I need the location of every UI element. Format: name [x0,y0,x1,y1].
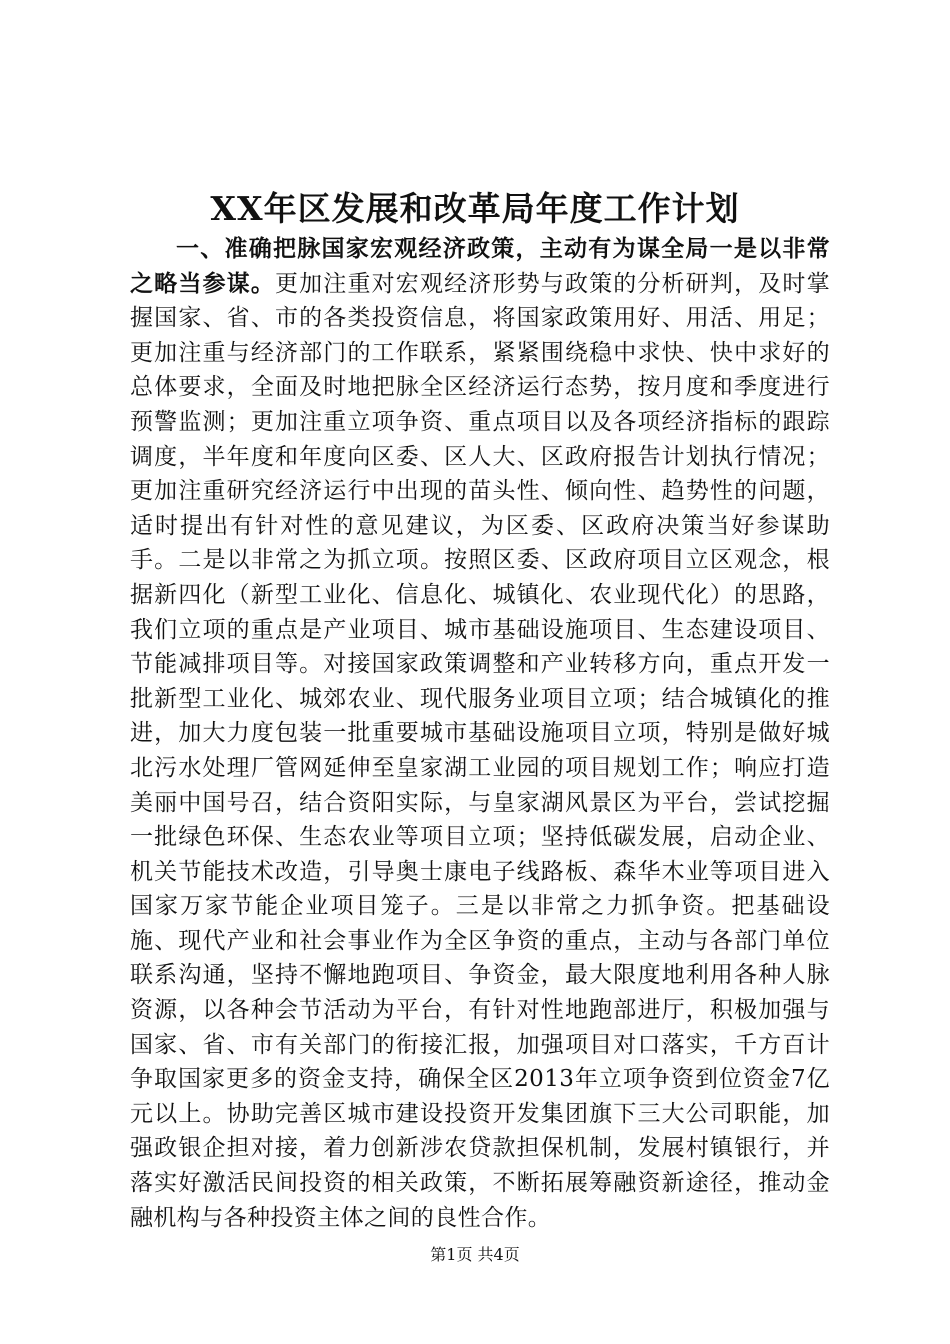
lead-heading: 一、准确把脉国家宏观经济政策，主动有为谋全局一是以非常之略当参谋。 [130,235,830,297]
document-title: XX年区发展和改革局年度工作计划 [210,189,740,228]
body-text: 更加注重对宏观经济形势与政策的分析研判，及时掌握国家、省、市的各类投资信息，将国家政策用好、用活、用足；更加注重与经济部门的工作联系，紧紧围绕稳中求快、快中求好的总体要求，全面及时地把脉全区经济运行态势，按月度和季度进行预警监测；更加注重立项争资、重点项目以及各项经济指标的跟踪调度，半年度和年度向区委、区人大、区政府报告计划执行情况；更加注重研究经济运行中出现的苗头性、倾向性、趋势性的问题，适时提出有针对性的意见建议，为区委、区政府决策当好参谋助手。二是以非常之为抓立项。按照区委、区政府项目立区观念，根据新四化（新型工业化、信息化、城镇化、农业现代化）的思路，我们立项的重点是产业项目、城市基础设施项目、生态建设项目、节能减排项目等。对接国家政策调整和产业转移方向，重点开发一批新型工业化、城郊农业、现代服务业项目立项；结合城镇化的推进，加大力度包装一批重要城市基础设施项目立项，特别是做好城北污水处理厂管网延伸至皇家湖工业园的项目规划工作；响应打造美丽中国号召，结合资阳实际，与皇家湖风景区为平台，尝试挖掘一批绿色环保、生态农业等项目立项；坚持低碳发展，启动企业、机关节能技术改造，引导奥士康电子线路板、森华木业等项目进入国家万家节能企业项目笼子。三是以非常之力抓争资。把基础设施、现代产业和社会事业作为全区争资的重点，主动与各部门单位联系沟通，坚持不懈地跑项目、争资金，最大限度地利用各种人脉资源，以各种会节活动为平台，有针对性地跑部进厅，积极加强与国家、省、市有关部门的衔接汇报，加强项目对口落实，千方百计争取国家更多的资金支持，确保全区2013年立项争资到位资金7亿元以上。协助完善区城市建设投资开发集团旗下三大公司职能，加强政银企担对接，着力创新涉农贷款担保机制，发展村镇银行，并落实好激活民间投资的相关政策，不断拓展筹融资新途径，推动金融机构与各种投资主体之间的良性合作。 [130,270,830,1231]
page-footer [0,1244,950,1266]
page-number: 第1页 共4页 [430,1245,520,1264]
document-body [130,232,830,1235]
